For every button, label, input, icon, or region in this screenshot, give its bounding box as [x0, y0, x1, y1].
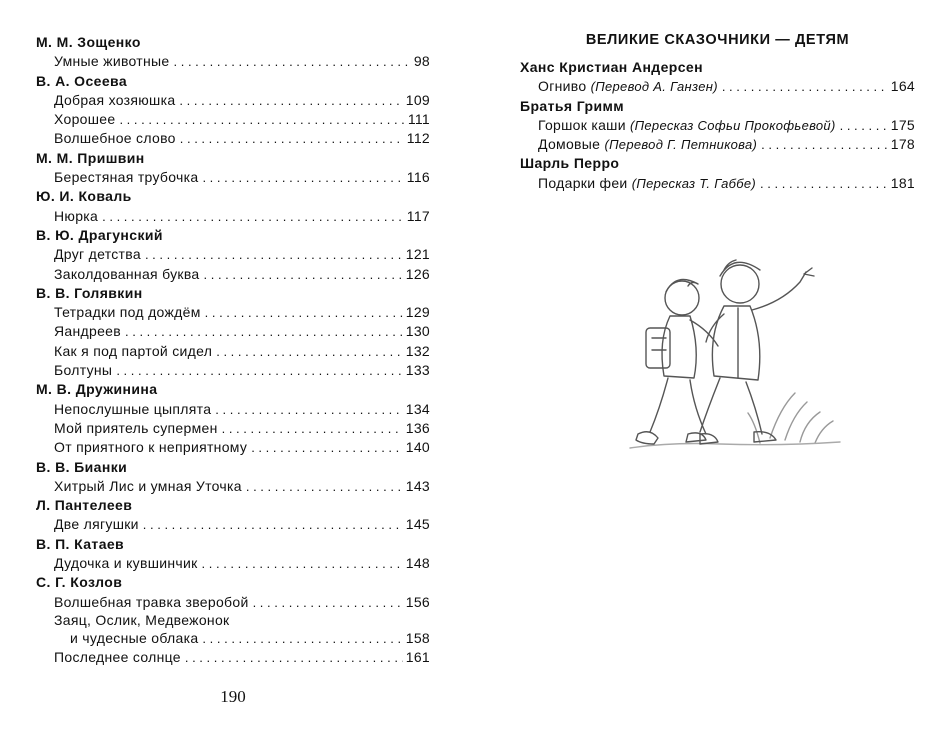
entry-page: 143: [405, 477, 430, 494]
toc-entry[interactable]: [36, 265, 430, 284]
dot-leader: [174, 52, 411, 71]
toc-entry[interactable]: [36, 342, 430, 361]
author-heading: М. В. Дружинина: [36, 381, 158, 398]
dot-leader: [202, 629, 402, 648]
table-of-contents-left: [36, 33, 430, 668]
dot-leader: [202, 168, 403, 187]
entry-page: 132: [405, 342, 430, 359]
two-boys-walking-illustration: [620, 258, 855, 468]
dot-leader: [761, 135, 888, 154]
toc-entry[interactable]: [36, 168, 430, 187]
entry-title: Умные животные: [54, 53, 170, 70]
author-heading: Ханс Кристиан Андерсен: [520, 59, 703, 75]
dot-leader: [253, 593, 403, 612]
dot-leader: [202, 554, 403, 573]
dot-leader: [246, 477, 403, 496]
toc-entry[interactable]: [520, 135, 915, 154]
entry-title: Домовые (Перевод Г. Петникова): [538, 136, 758, 153]
entry-title: Хорошее: [54, 111, 116, 128]
entry-page: 116: [406, 169, 430, 186]
entry-title: Нюрка: [54, 207, 99, 224]
entry-page: 136: [405, 419, 430, 436]
entry-page: 111: [407, 111, 430, 128]
entry-page: 98: [413, 53, 430, 70]
dot-leader: [722, 77, 888, 96]
entry-title-line-1[interactable]: Заяц, Ослик, Медвежонок: [54, 611, 230, 628]
translator-note: (Пересказ Т. Габбе): [631, 175, 757, 191]
entry-title: От приятного к неприятному: [54, 439, 248, 456]
entry-title: Добрая хозяюшка: [54, 91, 176, 108]
entry-title: Волшебное слово: [54, 130, 176, 147]
entry-title: Волшебная травка зверобой: [54, 593, 249, 610]
entry-title: Как я под партой сидел: [54, 342, 213, 359]
author-heading: С. Г. Козлов: [36, 574, 123, 591]
toc-entry[interactable]: [36, 110, 430, 129]
toc-entry[interactable]: [36, 322, 430, 341]
toc-entry[interactable]: [36, 91, 430, 110]
dot-leader: [145, 245, 403, 264]
section-heading: ВЕЛИКИЕ СКАЗОЧНИКИ — ДЕТЯМ: [585, 32, 850, 48]
entry-title: Болтуны: [54, 362, 113, 379]
entry-page: 156: [405, 593, 430, 610]
entry-title: Хитрый Лис и умная Уточка: [54, 477, 242, 494]
entry-page: 134: [405, 400, 430, 417]
author-heading: Л. Пантелеев: [36, 497, 133, 514]
entry-title: Друг детства: [54, 246, 141, 263]
author-heading: М. М. Пришвин: [36, 149, 145, 166]
toc-entry[interactable]: [36, 361, 430, 380]
author-heading: Шарль Перро: [520, 155, 620, 172]
toc-entry[interactable]: [36, 303, 430, 322]
entry-title: Яандреев: [54, 323, 121, 340]
author-heading: Ю. И. Коваль: [36, 188, 132, 205]
author-heading: В. В. Бианки: [36, 458, 128, 475]
dot-leader: [251, 438, 403, 457]
entry-title: Дудочка и кувшинчик: [54, 555, 198, 572]
entry-title: Заколдованная буква: [54, 265, 200, 282]
entry-page: 161: [405, 649, 430, 666]
entry-page: 175: [890, 116, 915, 133]
entry-page: 117: [406, 207, 430, 224]
toc-entry[interactable]: [520, 116, 915, 135]
entry-page: 140: [405, 439, 430, 456]
dot-leader: [102, 207, 404, 226]
entry-page: 130: [405, 323, 430, 340]
entry-page: 178: [890, 136, 915, 153]
entry-title: и чудесные облака: [70, 629, 199, 646]
dot-leader: [125, 322, 403, 341]
entry-page: 148: [405, 555, 430, 572]
toc-entry[interactable]: [36, 515, 430, 534]
author-heading: В. П. Катаев: [36, 535, 125, 552]
dot-leader: [143, 515, 403, 534]
dot-leader: [215, 400, 402, 419]
toc-entry[interactable]: [36, 554, 430, 573]
entry-page: 129: [405, 304, 430, 321]
table-of-contents-right: [520, 58, 915, 193]
dot-leader: [222, 419, 403, 438]
author-heading: М. М. Зощенко: [36, 34, 141, 50]
toc-entry[interactable]: [36, 419, 430, 438]
toc-entry[interactable]: [36, 400, 430, 419]
toc-entry[interactable]: [36, 648, 430, 667]
toc-entry[interactable]: [36, 52, 430, 71]
toc-entry[interactable]: [520, 174, 915, 193]
entry-page: 145: [405, 516, 430, 533]
toc-entry[interactable]: [36, 477, 430, 496]
entry-title: Две лягушки: [54, 516, 139, 533]
entry-page: 112: [406, 130, 430, 147]
author-heading: В. Ю. Драгунский: [36, 226, 163, 243]
toc-entry[interactable]: [36, 593, 430, 612]
dot-leader: [760, 174, 888, 193]
translator-note: (Перевод Г. Петникова): [604, 137, 758, 153]
dot-leader: [185, 648, 403, 667]
dot-leader: [119, 110, 404, 129]
entry-page: 181: [890, 174, 915, 191]
toc-entry[interactable]: [36, 129, 430, 148]
toc-entry[interactable]: [520, 77, 915, 96]
entry-page: 133: [405, 362, 430, 379]
page-number: 190: [220, 687, 246, 706]
dot-leader: [179, 91, 402, 110]
entry-title: Тетрадки под дождём: [54, 304, 201, 321]
dot-leader: [116, 361, 402, 380]
translator-note: (Перевод А. Ганзен): [590, 79, 718, 95]
author-heading: В. В. Голявкин: [36, 284, 143, 301]
dot-leader: [205, 303, 403, 322]
entry-title: Непослушные цыплята: [54, 400, 212, 417]
toc-entry[interactable]: [36, 438, 430, 457]
entry-page: 158: [405, 629, 430, 646]
entry-title: Горшок каши (Пересказ Софьи Прокофьевой): [538, 116, 836, 133]
entry-page: 121: [405, 246, 430, 263]
toc-entry[interactable]: [36, 207, 430, 226]
translator-note: (Пересказ Софьи Прокофьевой): [630, 117, 836, 133]
entry-page: 109: [405, 91, 430, 108]
author-heading: В. А. Осеева: [36, 72, 128, 89]
entry-page: 164: [890, 78, 915, 95]
dot-leader: [216, 342, 403, 361]
entry-title: Подарки феи (Пересказ Т. Габбе): [538, 174, 757, 191]
dot-leader: [180, 129, 404, 148]
toc-entry[interactable]: [36, 245, 430, 264]
entry-title: Берестяная трубочка: [54, 169, 199, 186]
entry-title: Огниво (Перевод А. Ганзен): [538, 78, 718, 95]
toc-entry[interactable]: [36, 629, 430, 648]
entry-title: Последнее солнце: [54, 649, 181, 666]
dot-leader: [204, 265, 403, 284]
entry-title: Мой приятель супермен: [54, 419, 218, 436]
dot-leader: [840, 116, 888, 135]
entry-page: 126: [405, 265, 430, 282]
author-heading: Братья Гримм: [520, 97, 624, 114]
